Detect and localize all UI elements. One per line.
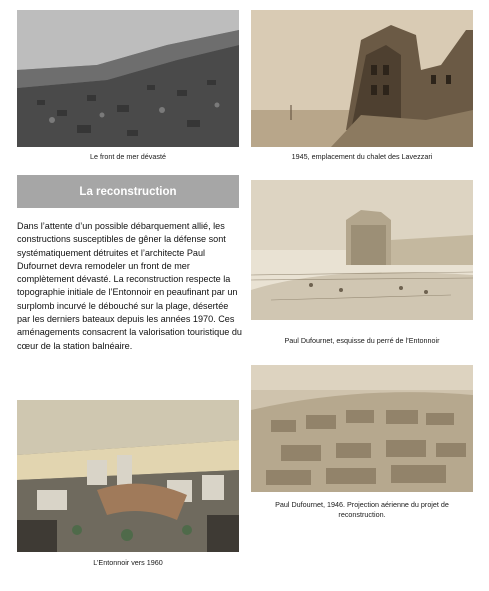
caption-seafront: Le front de mer dévasté	[90, 152, 166, 161]
caption-aerial-projection: Paul Dufournet, 1946. Projection aérienne du projet de reconstruction.	[275, 500, 449, 519]
lavezzari-ruins-photo	[251, 10, 473, 147]
section-body-text: Dans l’attente d’un possible débarquement allié, les constructions susceptibles de gêner la défense sont systématiquement détruites et l’architecte Paul Dufournet devra remodeler un front de mer complètement dévasté. La reconstruction respecte la topographie initiale de l’Entonnoir en peaufinant par un surplomb incurvé le débouché sur la plage, désertée par les derniers bateaux depuis les années 1970. Ces aménagements consacrent la valorisation touristique du cœur de la station balnéaire.	[17, 221, 242, 351]
caption-sketch: Paul Dufournet, esquisse du perré de l’Entonnoir	[284, 336, 440, 345]
dufournet-sketch-image	[251, 180, 473, 320]
entonnoir-1960-photo	[17, 400, 239, 552]
section-title: La reconstruction	[79, 185, 177, 198]
caption-entonnoir-1960: L’Entonnoir vers 1960	[93, 558, 163, 567]
caption-lavezzari: 1945, emplacement du chalet des Lavezzari	[291, 152, 433, 161]
aerial-projection-drawing	[251, 365, 473, 492]
seafront-aerial-photo	[17, 10, 239, 147]
section-title-banner	[17, 175, 239, 208]
